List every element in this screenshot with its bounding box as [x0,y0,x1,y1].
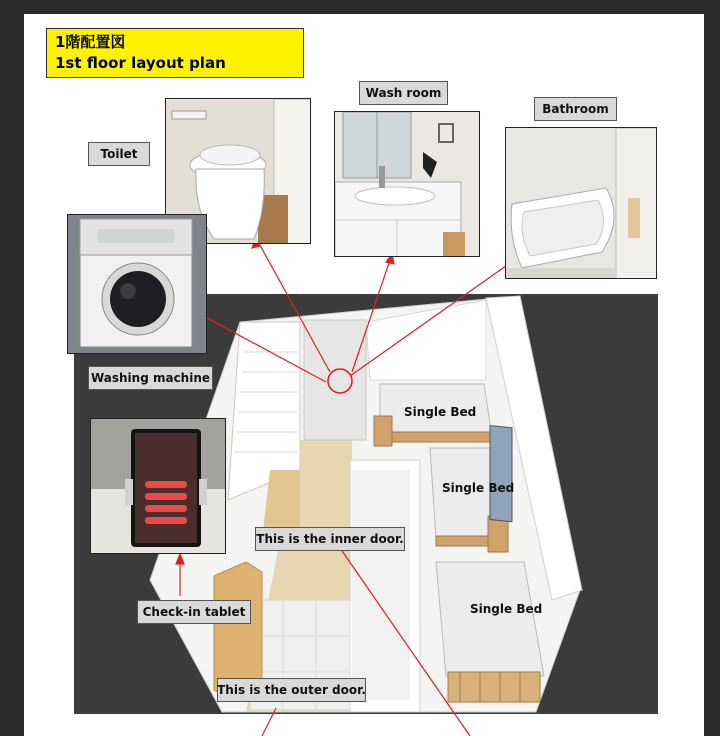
single-bed-label-2: Single Bed [442,481,515,495]
washing-machine-label: Washing machine [88,366,213,390]
toilet-label: Toilet [88,142,150,166]
bathroom-label: Bathroom [534,97,617,121]
single-bed-label-1: Single Bed [404,405,477,419]
bathroom-photo [505,127,657,279]
title-english: 1st floor layout plan [55,54,226,72]
wash-room-label: Wash room [359,81,448,105]
washing-machine-photo [67,214,207,354]
checkin-tablet-label: Check-in tablet [137,600,251,624]
checkin-tablet-photo [90,418,226,554]
title-japanese: 1階配置図 [55,33,126,51]
outer-door-label: This is the outer door. [217,678,366,702]
single-bed-label-3: Single Bed [470,602,543,616]
inner-door-label: This is the inner door. [255,527,405,551]
wash-room-photo [334,111,480,257]
